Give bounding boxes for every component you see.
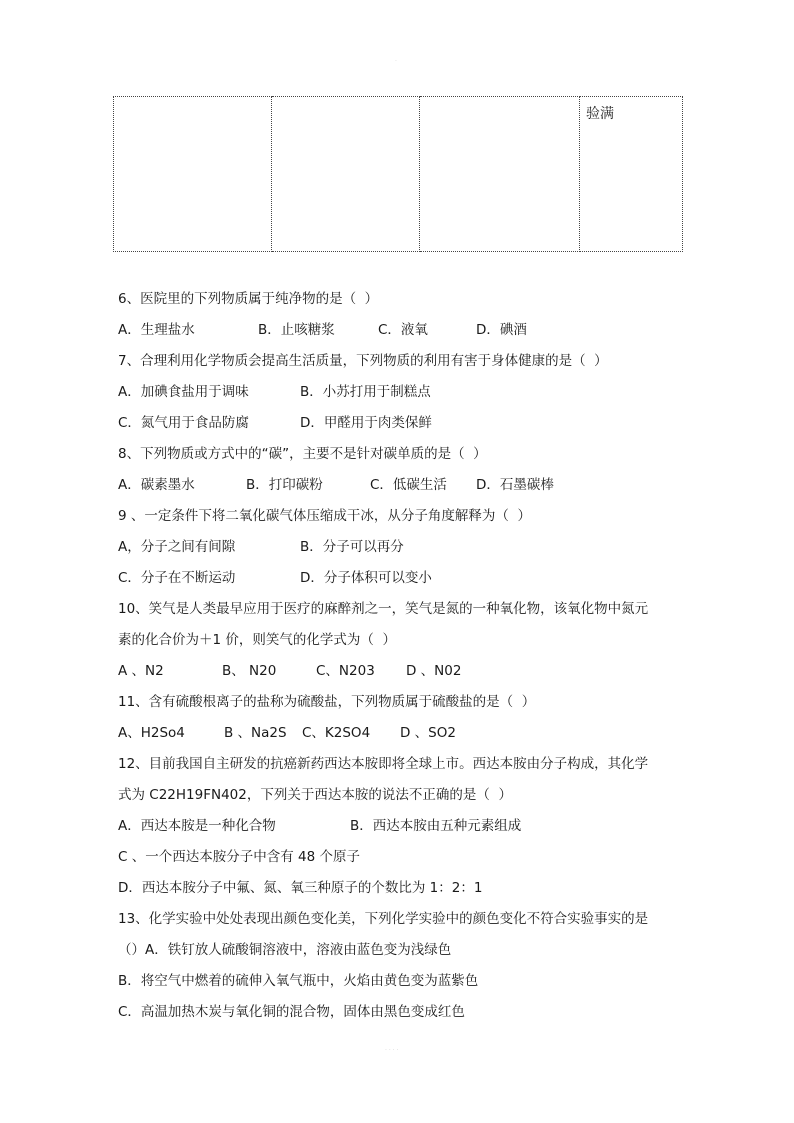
answer-option: C．氮气用于食品防腐: [118, 415, 249, 431]
answer-option: C．液氧: [378, 322, 428, 338]
answer-option: A．西达本胺是一种化合物: [118, 818, 276, 834]
question-text: 7、合理利用化学物质会提高生活质量，下列物质的利用有害于身体健康的是（ ）: [118, 353, 608, 369]
answer-option: C．低碳生活: [370, 477, 447, 493]
header-mark: ·: [395, 58, 397, 65]
answer-option: D．分子体积可以变小: [300, 570, 432, 586]
answer-option: B、 N20: [222, 663, 277, 679]
option-row: [118, 842, 718, 873]
answer-option: A 、N2: [118, 663, 164, 679]
question-text: 素的化合价为＋1 价，则笑气的化学式为（ ）: [118, 632, 396, 648]
question-text: 9 、一定条件下将二氧化碳气体压缩成干冰，从分子角度解释为（ ）: [118, 508, 531, 524]
answer-option: B．分子可以再分: [300, 539, 404, 555]
table-cell-check: 验满: [580, 97, 683, 252]
footer-mark: · · · ·: [385, 1047, 399, 1054]
answer-option: B．西达本胺由五种元素组成: [350, 818, 522, 834]
answer-option: D．石墨碳棒: [476, 477, 554, 493]
answer-option: C、K2SO4: [302, 725, 371, 741]
answer-option: D．碘酒: [476, 322, 527, 338]
answer-option: A．碳素墨水: [118, 477, 195, 493]
answer-option: D 、N02: [406, 663, 462, 679]
option-row: [118, 563, 718, 594]
answer-option: C、N203: [316, 663, 375, 679]
option-row: [118, 718, 718, 749]
option-row: [118, 873, 718, 904]
answer-option: A．加碘食盐用于调味: [118, 384, 249, 400]
question-text: 12、目前我国自主研发的抗癌新药西达本胺即将全球上市。西达本胺由分子构成，其化学: [118, 756, 649, 772]
option-row: [118, 408, 718, 439]
question-text: 6、医院里的下列物质属于纯净物的是（ ）: [118, 291, 379, 307]
option-row: [118, 656, 718, 687]
question-text: （）A．铁钉放人硫酸铜溶液中，溶液由蓝色变为浅绿色: [118, 942, 452, 958]
question-text: 10、笑气是人类最早应用于医疗的麻醉剂之一，笑气是氮的一种氧化物，该氧化物中氮元: [118, 601, 649, 617]
answer-option: B．止咳糖浆: [258, 322, 335, 338]
option-row: [118, 811, 718, 842]
answer-option: C 、一个西达本胺分子中含有 48 个原子: [118, 849, 360, 865]
question-text: 8、下列物质或方式中的“碳”，主要不是针对碳单质的是（ ）: [118, 446, 487, 462]
answer-table: [113, 96, 683, 252]
table-cell: [420, 97, 580, 252]
answer-option: B．打印碳粉: [246, 477, 323, 493]
question-text: 11、含有硫酸根离子的盐称为硫酸盐，下列物质属于硫酸盐的是（ ）: [118, 694, 536, 710]
option-row: [118, 532, 718, 563]
table-cell: [272, 97, 420, 252]
question-text: C．高温加热木炭与氧化铜的混合物，固体由黑色变成红色: [118, 1004, 465, 1020]
option-row: [118, 315, 718, 346]
answer-option: A．生理盐水: [118, 322, 195, 338]
answer-option: C．分子在不断运动: [118, 570, 236, 586]
answer-option: D 、SO2: [400, 725, 456, 741]
option-row: [118, 470, 718, 501]
answer-option: A、H2So4: [118, 725, 185, 741]
option-row: [118, 377, 718, 408]
answer-option: B 、Na2S: [224, 725, 287, 741]
answer-option: D．甲醛用于肉类保鲜: [300, 415, 432, 431]
answer-option: B．小苏打用于制糕点: [300, 384, 431, 400]
question-text: 式为 C22H19FN402，下列关于西达本胺的说法不正确的是（ ）: [118, 787, 512, 803]
question-list: [118, 284, 718, 1028]
answer-option: A，分子之间有间隙: [118, 539, 236, 555]
answer-option: D．西达本胺分子中氟、氮、氧三种原子的个数比为 1：2：1: [118, 880, 483, 896]
table-cell: [114, 97, 272, 252]
question-text: 13、化学实验中处处表现出颜色变化美，下列化学实验中的颜色变化不符合实验事实的是: [118, 911, 649, 927]
question-text: B．将空气中燃着的硫伸入氧气瓶中，火焰由黄色变为蓝紫色: [118, 973, 479, 989]
